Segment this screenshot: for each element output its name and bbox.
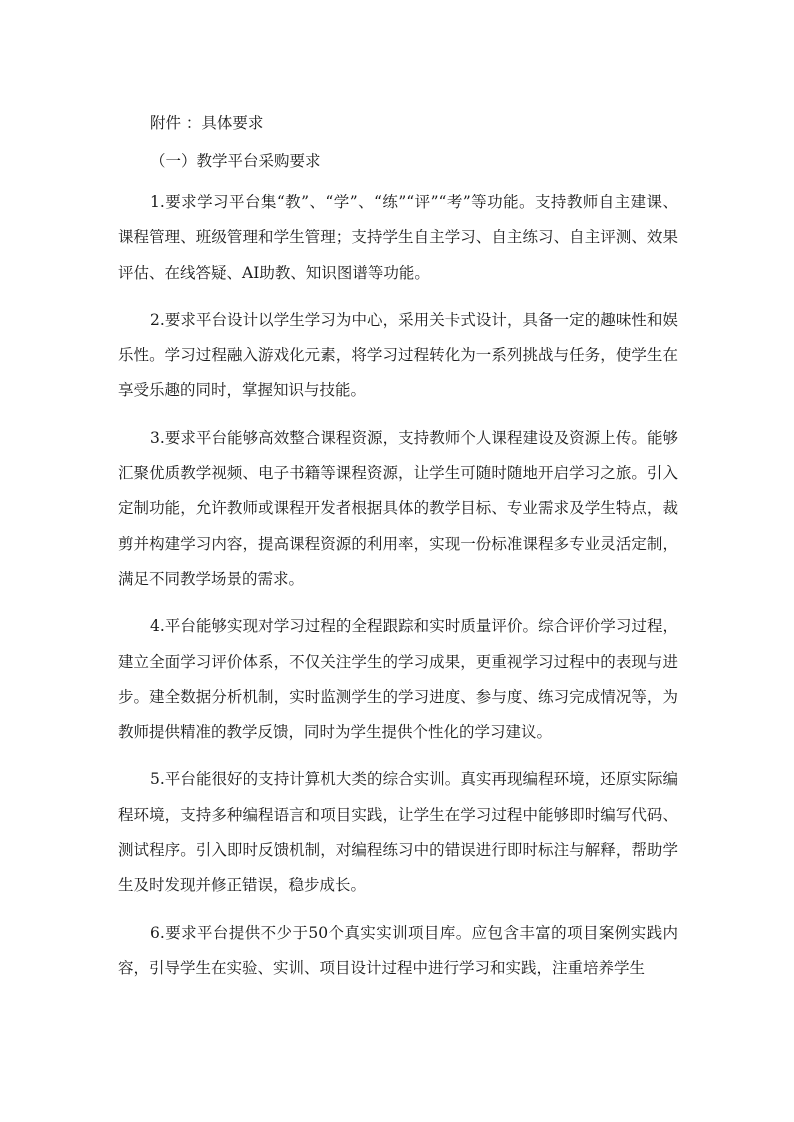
requirement-paragraph-4: 4.平台能够实现对学习过程的全程跟踪和实时质量评价。综合评价学习过程，建立全面学习评价体系，不仅关注学生的学习成果，更重视学习过程中的表现与进步。建全数据分析机制，实时监测学生的学习进度、参与度、练习完成情况等，为教师提供精准的教学反馈，同时为学生提供个性化的学习建议。 — [118, 617, 678, 742]
section-heading: （一）教学平台采购要求 — [150, 152, 321, 170]
requirement-paragraph-1: 1.要求学习平台集“教”、“学”、“练”“评”“考”等功能。支持教师自主建课、课程管理、班级管理和学生管理；支持学生自主学习、自主练习、自主评测、效果评估、在线答疑、AI助教、知识图谱等功能。 — [118, 193, 678, 282]
attachment-heading: 附件 ：具体要求 — [150, 114, 264, 132]
requirements-body — [118, 185, 678, 998]
requirement-paragraph-2: 2.要求平台设计以学生学习为中心，采用关卡式设计，具备一定的趣味性和娱乐性。学习过程融入游戏化元素，将学习过程转化为一系列挑战与任务，使学生在享受乐趣的同时，掌握知识与技能。 — [118, 310, 678, 400]
requirement-paragraph-3: 3.要求平台能够高效整合课程资源，支持教师个人课程建设及资源上传。能够汇聚优质教学视频、电子书籍等课程资源，让学生可随时随地开启学习之旅。引入定制功能，允许教师或课程开发者根据具体的教学目标、专业需求及学生特点，裁剪并构建学习内容，提高课程资源的利用率，实现一份标准课程多专业灵活定制，满足不同教学场景的需求。 — [118, 428, 678, 588]
requirement-paragraph-5: 5.平台能很好的支持计算机大类的综合实训。真实再现编程环境，还原实际编程环境，支持多种编程语言和项目实践，让学生在学习过程中能够即时编写代码、测试程序。引入即时反馈机制，对编程练习中的错误进行即时标注与解释，帮助学生及时发现并修正错误，稳步成长。 — [118, 770, 678, 895]
requirement-paragraph-6: 6.要求平台提供不少于50个真实实训项目库。应包含丰富的项目案例实践内容，引导学生在实验、实训、项目设计过程中进行学习和实践，注重培养学生 — [118, 923, 678, 977]
